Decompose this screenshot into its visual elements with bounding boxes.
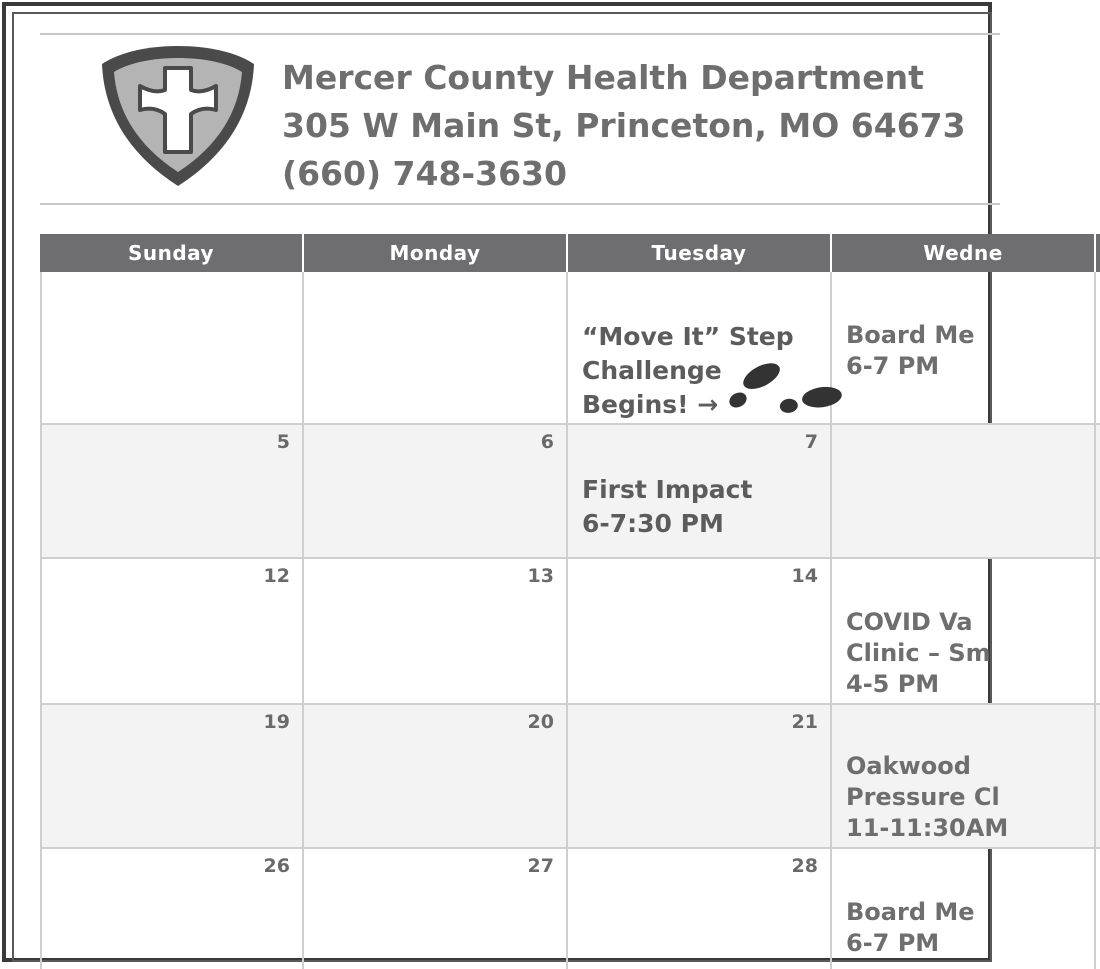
calendar-day-cell[interactable] bbox=[832, 272, 1096, 423]
calendar-day-cell[interactable] bbox=[832, 705, 1096, 847]
event-oakwood-blood-pressure: Oakwood Pressure Cl 11-11:30AM bbox=[846, 752, 1009, 842]
day-number: 28 bbox=[791, 855, 818, 877]
calendar-day-cell[interactable] bbox=[568, 849, 832, 969]
day-number: 20 bbox=[527, 711, 554, 733]
calendar-grid bbox=[40, 234, 1100, 969]
day-number: 6 bbox=[540, 431, 554, 453]
calendar-day-cell[interactable] bbox=[568, 272, 832, 423]
calendar-day-cell[interactable] bbox=[40, 425, 304, 557]
calendar-day-cell[interactable] bbox=[40, 705, 304, 847]
day-number: 7 bbox=[804, 431, 818, 453]
day-header-wednesday: Wedne bbox=[832, 234, 1096, 272]
calendar-week bbox=[40, 849, 1100, 969]
day-number: 12 bbox=[263, 565, 290, 587]
day-header-tuesday: Tuesday bbox=[568, 234, 832, 272]
org-phone: (660) 748-3630 bbox=[282, 154, 567, 193]
org-address: 305 W Main St, Princeton, MO 64673 bbox=[282, 106, 966, 145]
event-step-challenge: “Move It” Step Challenge Begins! → bbox=[582, 322, 794, 419]
header-divider bbox=[40, 203, 1000, 205]
calendar-week bbox=[40, 705, 1100, 849]
event-board-meeting: Board Me 6-7 PM bbox=[846, 898, 975, 957]
event-first-impact: First Impact 6-7:30 PM bbox=[582, 475, 753, 538]
event-covid-vaccine-clinic: COVID Va Clinic – Sm 4-5 PM bbox=[846, 608, 991, 698]
calendar-day-cell[interactable] bbox=[304, 559, 568, 703]
day-header-row bbox=[40, 234, 1100, 272]
footprints-icon bbox=[720, 358, 846, 414]
calendar-day-cell[interactable] bbox=[40, 559, 304, 703]
calendar-day-cell[interactable] bbox=[304, 272, 568, 423]
calendar-day-cell[interactable] bbox=[832, 425, 1096, 557]
header-block bbox=[282, 54, 966, 198]
calendar-day-cell[interactable] bbox=[40, 849, 304, 969]
day-number: 21 bbox=[791, 711, 818, 733]
calendar-week bbox=[40, 425, 1100, 559]
calendar-day-cell[interactable] bbox=[40, 272, 304, 423]
calendar-day-cell[interactable] bbox=[568, 559, 832, 703]
event-board-meeting: Board Me 6-7 PM bbox=[846, 321, 975, 380]
day-number: 19 bbox=[263, 711, 290, 733]
calendar-day-cell[interactable] bbox=[568, 705, 832, 847]
calendar-day-cell[interactable] bbox=[304, 849, 568, 969]
calendar-day-cell[interactable] bbox=[304, 425, 568, 557]
day-number: 5 bbox=[276, 431, 290, 453]
health-shield-logo-icon bbox=[98, 42, 258, 190]
day-number: 26 bbox=[263, 855, 290, 877]
day-number: 27 bbox=[527, 855, 554, 877]
calendar-day-cell[interactable] bbox=[832, 559, 1096, 703]
day-header-monday: Monday bbox=[304, 234, 568, 272]
day-header-sunday: Sunday bbox=[40, 234, 304, 272]
calendar-week bbox=[40, 559, 1100, 705]
calendar-day-cell[interactable] bbox=[304, 705, 568, 847]
calendar-day-cell[interactable] bbox=[832, 849, 1096, 969]
calendar-day-cell[interactable] bbox=[568, 425, 832, 557]
day-number: 13 bbox=[527, 565, 554, 587]
calendar-week bbox=[40, 272, 1100, 425]
org-name: Mercer County Health Department bbox=[282, 58, 924, 97]
day-number: 14 bbox=[791, 565, 818, 587]
top-divider bbox=[40, 33, 1000, 35]
